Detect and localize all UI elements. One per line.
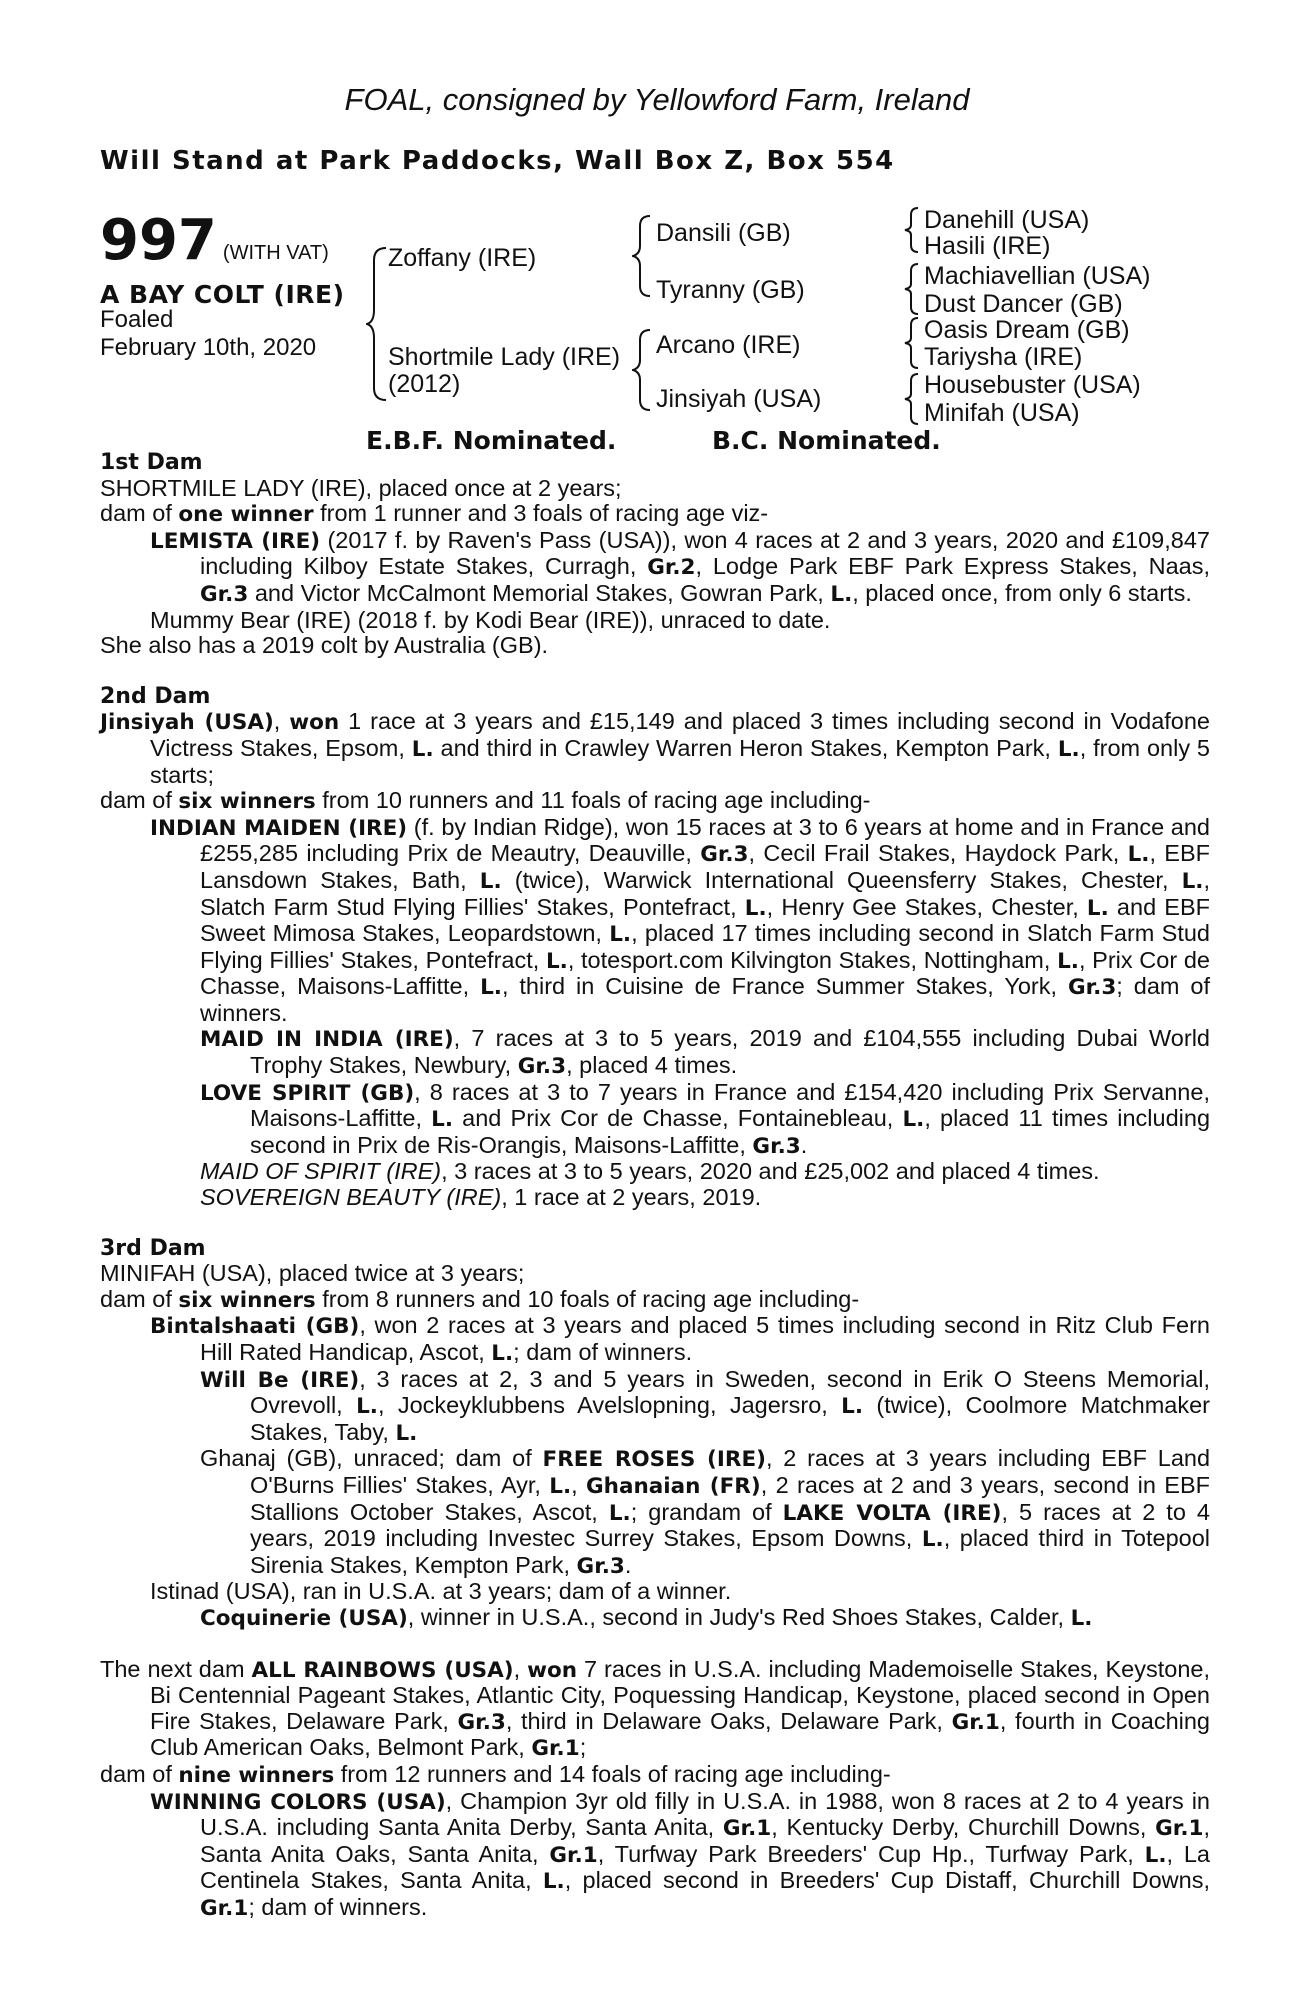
grandsire-3: Machiavellian (USA) <box>924 262 1151 290</box>
produce-entry: Will Be (IRE), 3 races at 2, 3 and 5 years in Sweden, second in Erik O Steens Memorial, Ovrevoll, L., Jockeyklubbens Avelslopning, Jagersro, L. (twice), Coolmore Matchmaker Stakes, Taby, L. <box>200 1365 1210 1446</box>
produce-entry: LOVE SPIRIT (GB), 8 races at 3 to 7 years in France and £154,420 including Prix Servanne, Maisons-Laffitte, L. and Prix Cor de Chasse, Fontainebleau, L., placed 11 times including second in Prix de Ris-Orangis, Maisons-Laffitte, Gr.3. <box>200 1078 1211 1159</box>
dam3-summary: MINIFAH (USA), placed twice at 3 years; <box>100 1260 525 1287</box>
produce-entry: Ghanaj (GB), unraced; dam of FREE ROSES (IRE), 2 races at 3 years including EBF Land O'Burns Fillies' Stakes, Ayr, L., Ghanaian (FR), 2 races at 2 and 3 years, second in EBF Stallions October Stakes, Ascot, L.; grandam of LAKE VOLTA (IRE), 5 races at 2 to 4 years, 2019 including Investec Surrey Stakes, Epsom Downs, L., placed third in Totepool Sirenia Stakes, Kempton Park, Gr.3. <box>200 1445 1211 1579</box>
stand-location: Will Stand at Park Paddocks, Wall Box Z, Box 554 <box>100 146 895 176</box>
dam3-produce-line: dam of six winners from 8 runners and 10 foals of racing age including- <box>100 1285 860 1313</box>
granddam-2: Hasili (IRE) <box>924 232 1051 260</box>
dam-year: (2012) <box>388 370 461 398</box>
dam2-produce-line: dam of six winners from 10 runners and 11 foals of racing age including- <box>100 787 871 815</box>
granddam-6: Tariysha (IRE) <box>924 343 1083 371</box>
produce-entry: Istinad (USA), ran in U.S.A. at 3 years; dam of a winner. <box>150 1578 732 1605</box>
foaled-label: Foaled <box>100 306 174 333</box>
produce-entry: Mummy Bear (IRE) (2018 f. by Kodi Bear (IRE)), unraced to date. <box>150 606 831 633</box>
section-gap <box>100 659 1210 684</box>
produce-entry: INDIAN MAIDEN (IRE) (f. by Indian Ridge), won 15 races at 3 to 6 years at home and in France and £255,285 including Prix de Meautry, Deauville, Gr.3, Cecil Frail Stakes, Haydock Park, L., EBF Lansdown Stakes, Bath, L. (twice), Warwick International Queensferry Stakes, Chester, L., Slatch Farm Stud Flying Fillies' Stakes, Pontefract, L., Henry Gee Stakes, Chester, L. and EBF Sweet Mimosa Stakes, Leopardstown, L., placed 17 times including second in Slatch Farm Stud Flying Fillies' Stakes, Pontefract, L., totesport.com Kilvington Stakes, Nottingham, L., Prix Cor de Chasse, Maisons-Laffitte, L., third in Cuisine de France Summer Stakes, York, Gr.3; dam of winners. <box>150 813 1211 1026</box>
grandsire-5: Oasis Dream (GB) <box>924 316 1130 344</box>
pedigree-brace-g12 <box>904 206 922 254</box>
catalogue-body <box>100 450 1210 1921</box>
granddam-8: Minifah (USA) <box>924 399 1080 427</box>
grandsire-7: Housebuster (USA) <box>924 371 1141 399</box>
produce-entry: SOVEREIGN BEAUTY (IRE), 1 race at 2 years, 2019. <box>200 1184 762 1211</box>
lot-number-block <box>100 208 329 273</box>
produce-entry: WINNING COLORS (USA), Champion 3yr old filly in U.S.A. in 1988, won 8 races at 2 to 4 years in U.S.A. including Santa Anita Derby, Santa Anita, Gr.1, Kentucky Derby, Churchill Downs, Gr.1, Santa Anita Oaks, Santa Anita, Gr.1, Turfway Park Breeders' Cup Hp., Turfway Park, L., La Centinela Stakes, Santa Anita, L., placed second in Breeders' Cup Distaff, Churchill Downs, Gr.1; dam of winners. <box>150 1787 1210 1921</box>
dam2-heading: 2nd Dam <box>100 683 211 709</box>
pedigree-brace-g56 <box>904 316 922 370</box>
produce-entry: MAID IN INDIA (IRE), 7 races at 3 to 5 years, 2019 and £104,555 including Dubai World Trophy Stakes, Newbury, Gr.3, placed 4 times. <box>200 1025 1210 1080</box>
pedigree-brace-g34 <box>904 262 922 316</box>
dam1-heading: 1st Dam <box>100 450 203 475</box>
section-gap <box>100 1211 1210 1236</box>
produce-entry: Coquinerie (USA), winner in U.S.A., second in Judy's Red Shoes Stakes, Calder, L. <box>200 1603 1093 1631</box>
pedigree-brace-dam <box>632 328 654 412</box>
section-gap <box>100 1632 1210 1657</box>
produce-entry: LEMISTA (IRE) (2017 f. by Raven's Pass (USA)), won 4 races at 2 and 3 years, 2020 and £109,847 including Kilboy Estate Stakes, Curragh, Gr.2, Lodge Park EBF Park Express Stakes, Naas, Gr.3 and Victor McCalmont Memorial Stakes, Gowran Park, L., placed once, from only 6 starts. <box>150 526 1210 607</box>
pedigree-brace-g78 <box>904 372 922 426</box>
produce-entry: Bintalshaati (GB), won 2 races at 3 years and placed 5 times including second in Ritz Club Fern Hill Rated Handicap, Ascot, L.; dam of winners. <box>150 1312 1210 1366</box>
produce-entry: She also has a 2019 colt by Australia (GB). <box>100 632 549 659</box>
dam: Shortmile Lady (IRE) <box>388 343 621 371</box>
dam3-heading: 3rd Dam <box>100 1235 206 1261</box>
lot-number: 997 <box>100 208 217 273</box>
foaled-date: February 10th, 2020 <box>100 334 317 361</box>
sire-dam: Tyranny (GB) <box>656 276 805 304</box>
next-dam-produce-line: dam of nine winners from 12 runners and 14 foals of racing age including- <box>100 1760 891 1788</box>
sire-sire: Dansili (GB) <box>656 219 791 247</box>
next-dam-summary: The next dam ALL RAINBOWS (USA), won 7 races in U.S.A. including Mademoiselle Stakes, Keystone, Bi Centennial Pageant Stakes, Atlantic City, Poquessing Handicap, Keystone, placed second in Open Fire Stakes, Delaware Park, Gr.3, third in Delaware Oaks, Delaware Park, Gr.1, fourth in Coaching Club American Oaks, Belmont Park, Gr.1; <box>100 1655 1211 1762</box>
dam2-summary: Jinsiyah (USA), won 1 race at 3 years and £15,149 and placed 3 times including second in Vodafone Victress Stakes, Epsom, L. and third in Crawley Warren Heron Stakes, Kempton Park, L., from only 5 starts; <box>100 708 1210 788</box>
dam-sire: Arcano (IRE) <box>656 331 801 359</box>
dam1-summary: SHORTMILE LADY (IRE), placed once at 2 years; <box>100 474 622 501</box>
horse-name: A BAY COLT (IRE) <box>100 280 345 309</box>
granddam-4: Dust Dancer (GB) <box>924 290 1123 318</box>
pedigree-brace-sire <box>632 214 654 298</box>
vat-note: (WITH VAT) <box>222 242 329 264</box>
grandsire-1: Danehill (USA) <box>924 206 1090 234</box>
bc-nominated: B.C. Nominated. <box>712 426 941 455</box>
consignor-line: FOAL, consigned by Yellowford Farm, Ireland <box>344 82 970 117</box>
sire: Zoffany (IRE) <box>388 244 537 272</box>
produce-entry: MAID OF SPIRIT (IRE), 3 races at 3 to 5 years, 2020 and £25,002 and placed 4 times. <box>200 1158 1100 1185</box>
ebf-nominated: E.B.F. Nominated. <box>366 426 617 455</box>
dam1-produce-line: dam of one winner from 1 runner and 3 foals of racing age viz- <box>100 500 769 528</box>
dam-dam: Jinsiyah (USA) <box>656 385 822 413</box>
